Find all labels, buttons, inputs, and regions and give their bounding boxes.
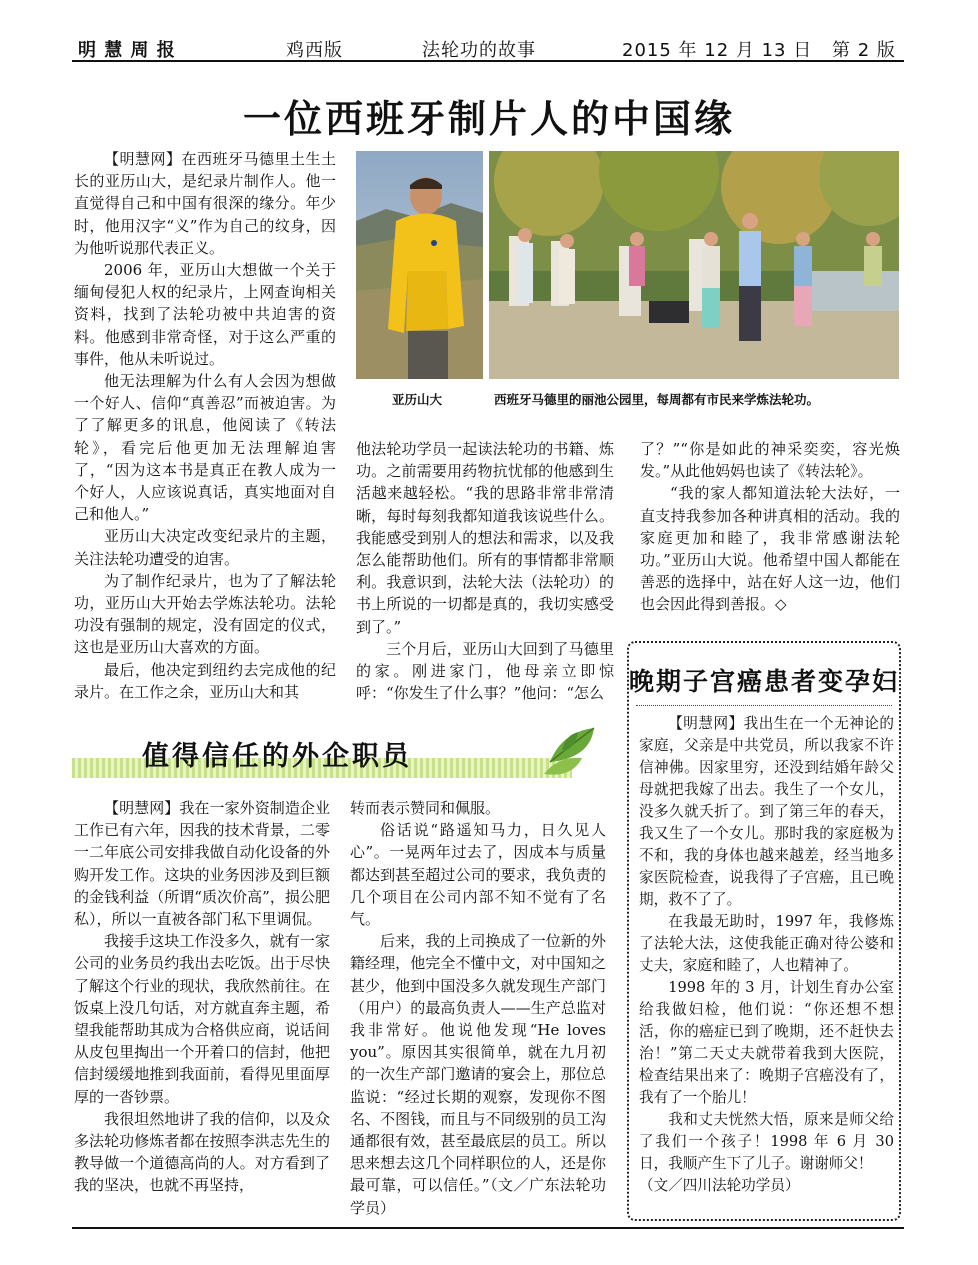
article2-col2-p2: 俗话说“路遥知马力，日久见人心”。一晃两年过去了，因成本与质量都达到甚至超过公司的要求，我负责的几个项目在公司内部不知不觉有了名气。 xyxy=(350,821,606,929)
article1-col3-p1: 了？”“你是如此的神采奕奕，容光焕发。”从此他妈妈也读了《转法轮》。 xyxy=(640,440,900,481)
article2-col2-p1: 转而表示赞同和佩服。 xyxy=(350,799,501,817)
page-number: 第 2 版 xyxy=(832,40,896,61)
article1-col1-p6: 最后，他决定到纽约去完成他的纪录片。在工作之余，亚历山大和其 xyxy=(74,660,336,701)
article2-col1 xyxy=(74,797,330,1197)
article2-title: 值得信任的外企职员 xyxy=(142,741,412,772)
article3-p4: 我和丈夫恍然大悟，原来是师父给了我们一个孩子！1998 年 6 月 30 日，我顺产生下了儿子。谢谢师父！ xyxy=(639,1111,894,1172)
article1-col1-p5: 为了制作纪录片，也为了了解法轮功，亚历山大开始去学炼法轮功。法轮功没有强制的规定，没有固定的仪式，这也是亚历山大喜欢的方面。 xyxy=(74,571,336,657)
article1-col2-p1: 他法轮功学员一起读法轮功的书籍、炼功。之前需要用药物抗忧郁的他感到生活越来越轻松。“我的思路非常非常清晰，每时每刻我都知道我该说些什么。我能感受到别人的想法和需求，以及我怎么能帮助他们。所有的事情都非常顺利。我意识到，法轮大法（法轮功）的书上所说的一切都是真的，我切实感受到了。” xyxy=(356,440,614,636)
article3-p2: 在我最无助时，1997 年，我修炼了法轮大法，这使我能正确对待公婆和丈夫，家庭和睦了，人也精神了。 xyxy=(639,913,894,974)
article3-title-rule xyxy=(636,705,892,706)
article2-col2 xyxy=(350,797,606,1219)
article2-col2-p3: 后来，我的上司换成了一位新的外籍经理，他完全不懂中文，对中国知之甚少，他到中国没多久就发现生产部门（用户）的最高负责人——生产总监对我非常好。他说他发现“He loves you”。原因其实很简单，就在九月初的一次生产部门邀请的宴会上，那位总监说：“经过长期的观察，发现你不图名、不图钱，而且与不同级别的员工沟通都很有效，甚至最底层的员工。所以思来想去这几个同样职位的人，还是你最可靠，可以信任。”（文／广东法轮功学员） xyxy=(350,932,606,1217)
header-rule xyxy=(72,60,904,62)
article3-p3: 1998 年的 3 月，计划生育办公室给我做妇检，他们说：“你还想不想活，你的癌症已到了晚期，还不赶快去治！”第二天丈夫就带着我到大医院，检查结果出来了：晚期子宫癌没有了，我有了一个胎儿！ xyxy=(639,979,894,1106)
issue-date: 2015 年 12 月 13 日 xyxy=(622,40,813,61)
article2-col1-p1: 【明慧网】我在一家外资制造企业工作已有六年，因我的技术背景，二零一二年底公司安排我做自动化设备的外购开发工作。这块的业务因涉及到巨额的金钱利益（所谓“质次价高”，损公肥私），所以一直被各部门私下里调侃。 xyxy=(74,799,330,929)
article2-banner xyxy=(72,728,602,784)
article1-col3-p2: “我的家人都知道法轮大法好，一直支持我参加各种讲真相的活动。我的家庭更加和睦了，我非常感谢法轮功。”亚历山大说。他希望中国人都能在善恶的选择中，站在好人这一边，他们也会因此得到善报。◇ xyxy=(640,484,900,614)
article3-byline: （文／四川法轮功学员） xyxy=(639,1177,800,1194)
article3-body xyxy=(639,713,894,1197)
article3-title: 晚期子宫癌患者变孕妇 xyxy=(628,667,899,696)
portrait-caption: 亚历山大 xyxy=(392,392,443,407)
article3-p1: 【明慧网】我出生在一个无神论的家庭，父亲是中共党员，所以我家不许信神佛。因家里穷，还没到结婚年龄父母就把我嫁了出去。我生了一个女儿，没多久就夭折了。到了第三年的春天，我又生了一个女儿。那时我的家庭极为不和，我的身体也越来越差，经当地多家医院检查，说我得了子宫癌，且已晚期，救不了了。 xyxy=(639,715,894,908)
park-photo-caption: 西班牙马德里的丽池公园里，每周都有市民来学炼法轮功。 xyxy=(494,392,820,407)
article1-col3 xyxy=(640,438,900,616)
article2-col1-p3: 我很坦然地讲了我的信仰，以及众多法轮功修炼者都在按照李洪志先生的教导做一个道德高尚的人。对方看到了我的坚决，也就不再坚持， xyxy=(74,1109,330,1195)
edition-label: 鸡西版 xyxy=(286,40,343,61)
article1-col1-p4: 亚历山大决定改变纪录片的主题，关注法轮功遭受的迫害。 xyxy=(74,527,336,568)
article2-col1-p2: 我接手这块工作没多久，就有一家公司的业务员约我出去吃饭。出于尽快了解这个行业的现状，我欣然前往。在饭桌上没几句话，对方就直奔主题，希望我能帮助其成为合格供应商，说话间从皮包里掏出一个开着口的信封，他把信封缓缓地推到我面前，看得见里面厚厚的一沓钞票。 xyxy=(74,932,330,1106)
portrait-photo xyxy=(356,151,483,379)
article1-col1-p1: 【明慧网】在西班牙马德里土生土长的亚历山大，是纪录片制作人。他一直觉得自己和中国有很深的缘分。年少时，他用汉字“义”作为自己的纹身，因为他听说那代表正义。 xyxy=(74,150,336,257)
article1-col1-p3: 他无法理解为什么有人会因为想做一个好人、信仰“真善忍”而被迫害。为了了解更多的讯息，他阅读了《转法轮》，看完后他更加无法理解迫害了，“因为这本书是真正在教人成为一个好人，人应该说真话，真实地面对自己和他人。” xyxy=(74,372,336,524)
paper-name: 明 慧 周 报 xyxy=(78,40,176,61)
park-group-photo xyxy=(489,151,899,379)
article1-col2 xyxy=(356,438,614,704)
article1-title: 一位西班牙制片人的中国缘 xyxy=(242,97,735,141)
footer-rule xyxy=(72,1227,904,1229)
tea-leaf-icon xyxy=(542,722,604,782)
article1-col1 xyxy=(74,148,336,703)
article1-col2-p2: 三个月后，亚历山大回到了马德里的家。刚进家门，他母亲立即惊呼：“你发生了什么事？”他问：“怎么 xyxy=(356,639,614,703)
article1-col1-p2: 2006 年，亚历山大想做一个关于缅甸侵犯人权的纪录片，上网查询相关资料，找到了法轮功被中共迫害的资料。他感到非常奇怪，对于这么严重的事件，他从未听说过。 xyxy=(74,261,336,368)
section-label: 法轮功的故事 xyxy=(422,40,536,61)
